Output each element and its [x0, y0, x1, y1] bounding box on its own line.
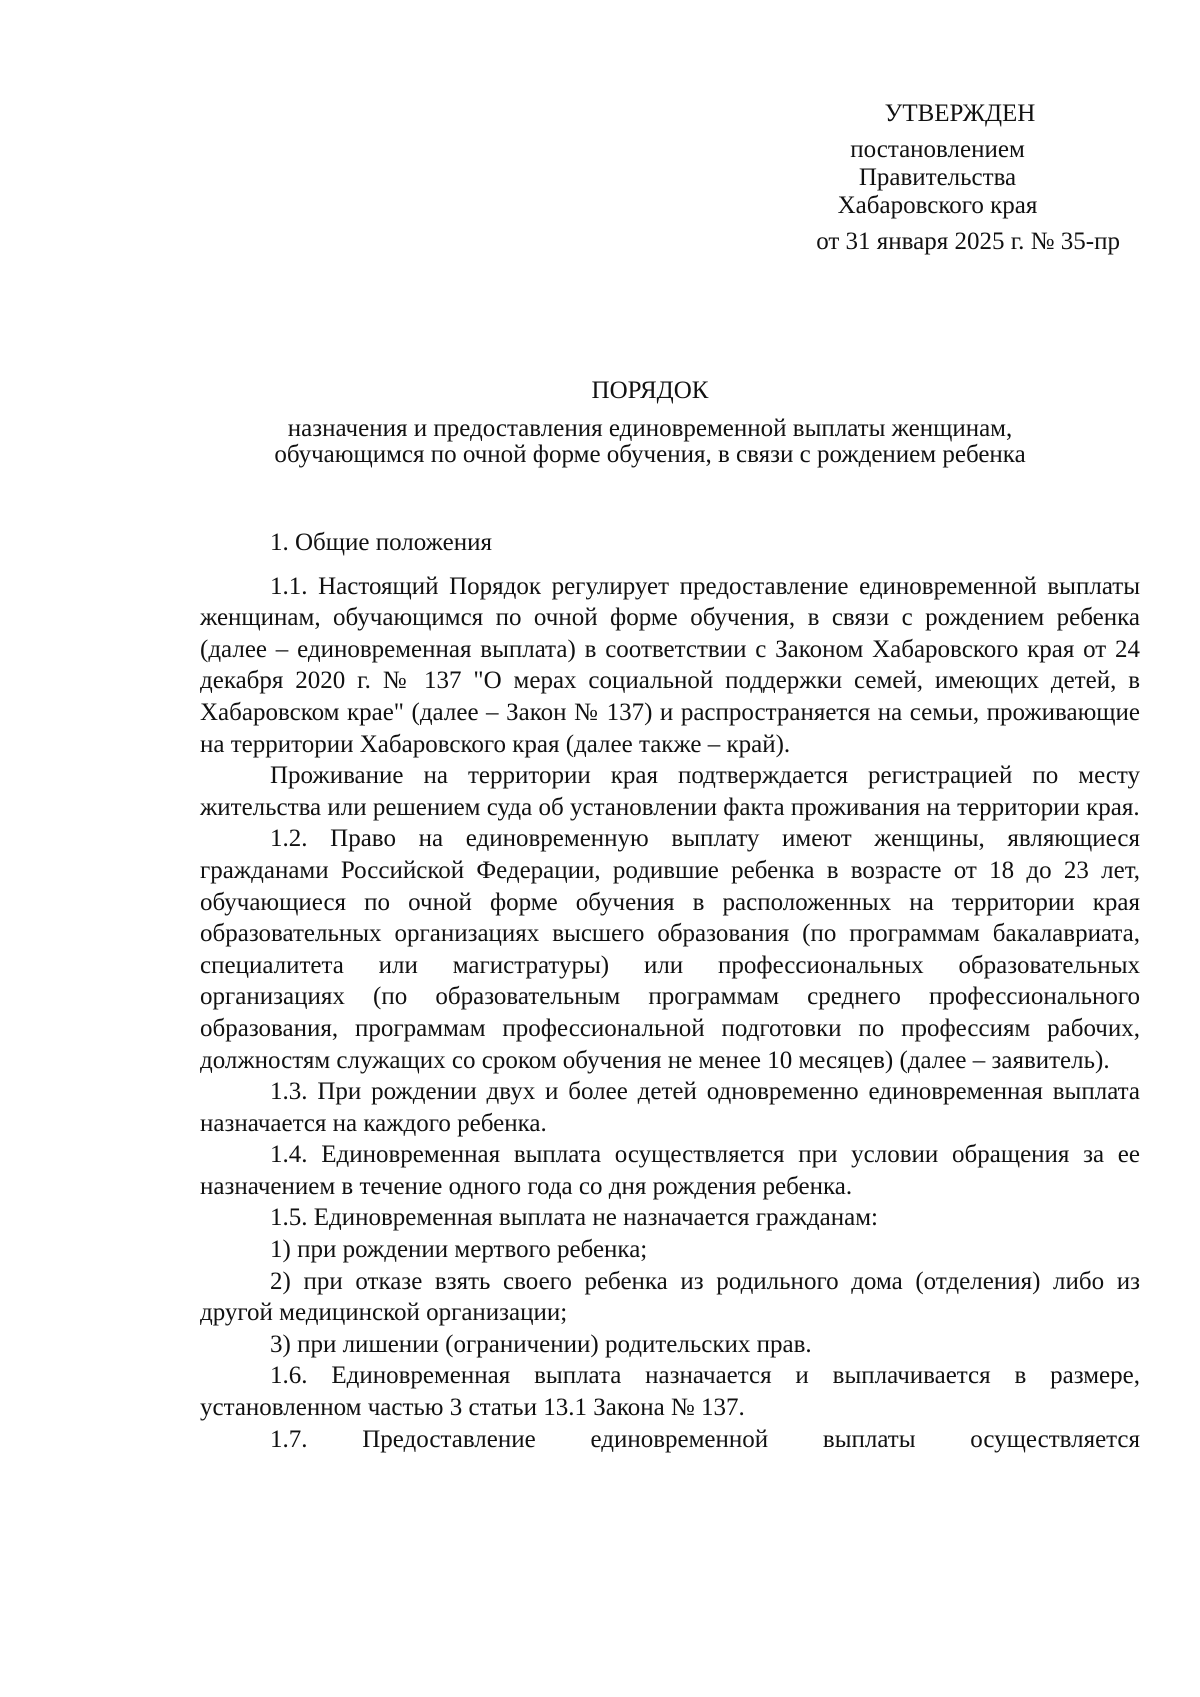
document-title-block: [180, 378, 1120, 468]
paragraph-residence: Проживание на территории края подтверждается регистрацией по месту жительства или решением суда об установлении факта проживания на территории края.: [200, 762, 1140, 821]
approval-line-3: Хабаровского края: [837, 192, 1038, 219]
document-subtitle-line-2: обучающимся по очной форме обучения, в связи с рождением ребенка: [274, 441, 1026, 468]
approval-heading: УТВЕРЖДЕН: [884, 100, 1036, 127]
paragraph-1-4: 1.4. Единовременная выплата осуществляется при условии обращения за ее назначением в течение одного года со дня рождения ребенка.: [200, 1141, 1140, 1200]
paragraph-1-7: 1.7. Предоставление единовременной выплаты осуществляется: [270, 1425, 1140, 1453]
list-item-2: 2) при отказе взять своего ребенка из родильного дома (отделения) либо из другой медицинской организации;: [200, 1267, 1140, 1327]
approval-line-1: постановлением: [850, 136, 1025, 163]
approval-line-2: Правительства: [858, 164, 1017, 191]
paragraph-1-2: 1.2. Право на единовременную выплату имеют женщины, являющиеся гражданами Российской Федерации, родившие ребенка в возрасте от 18 до 23 лет, обучающиеся по очной форме обучения в расположенных на территории края образовательных организациях высшего образования (по программам бакалавриата, специалитета или магистратуры) или профессиональных образовательных организациях (по образовательным программам среднего профессионального образования, программам профессиональной подготовки по профессиям рабочих, должностям служащих со сроком обучения не менее 10 месяцев) (далее – заявитель).: [200, 825, 1140, 1074]
list-item-1: 1) при рождении мертвого ребенка;: [270, 1236, 648, 1264]
paragraph-1-5: 1.5. Единовременная выплата не назначается гражданам:: [270, 1204, 878, 1232]
list-item-3: 3) при лишении (ограничении) родительских прав.: [270, 1330, 812, 1358]
paragraph-1-1: 1.1. Настоящий Порядок регулирует предоставление единовременной выплаты женщинам, обучающимся по очной форме обучения, в связи с рождением ребенка (далее – единовременная выплата) в соответствии с Законом Хабаровского края от 24 декабря 2020 г. № 137 "О мерах социальной поддержки семей, имеющих детей, в Хабаровском крае" (далее – Закон № 137) и распространяется на семьи, проживающие на территории Хабаровского края (далее также – край).: [200, 572, 1140, 758]
paragraph-1-6: 1.6. Единовременная выплата назначается и выплачивается в размере, установленном частью 3 статьи 13.1 Закона № 137.: [200, 1362, 1140, 1422]
document-body: [200, 527, 1140, 1455]
document-subtitle-line-1: назначения и предоставления единовременной выплаты женщинам,: [287, 415, 1013, 442]
approval-stamp: [700, 100, 1120, 256]
approval-date: от 31 января 2025 г. № 35-пр: [816, 228, 1120, 255]
section-heading: 1. Общие положения: [270, 529, 492, 556]
document-title: ПОРЯДОК: [591, 377, 709, 404]
paragraph-1-3: 1.3. При рождении двух и более детей одновременно единовременная выплата назначается на каждого ребенка.: [200, 1078, 1140, 1137]
